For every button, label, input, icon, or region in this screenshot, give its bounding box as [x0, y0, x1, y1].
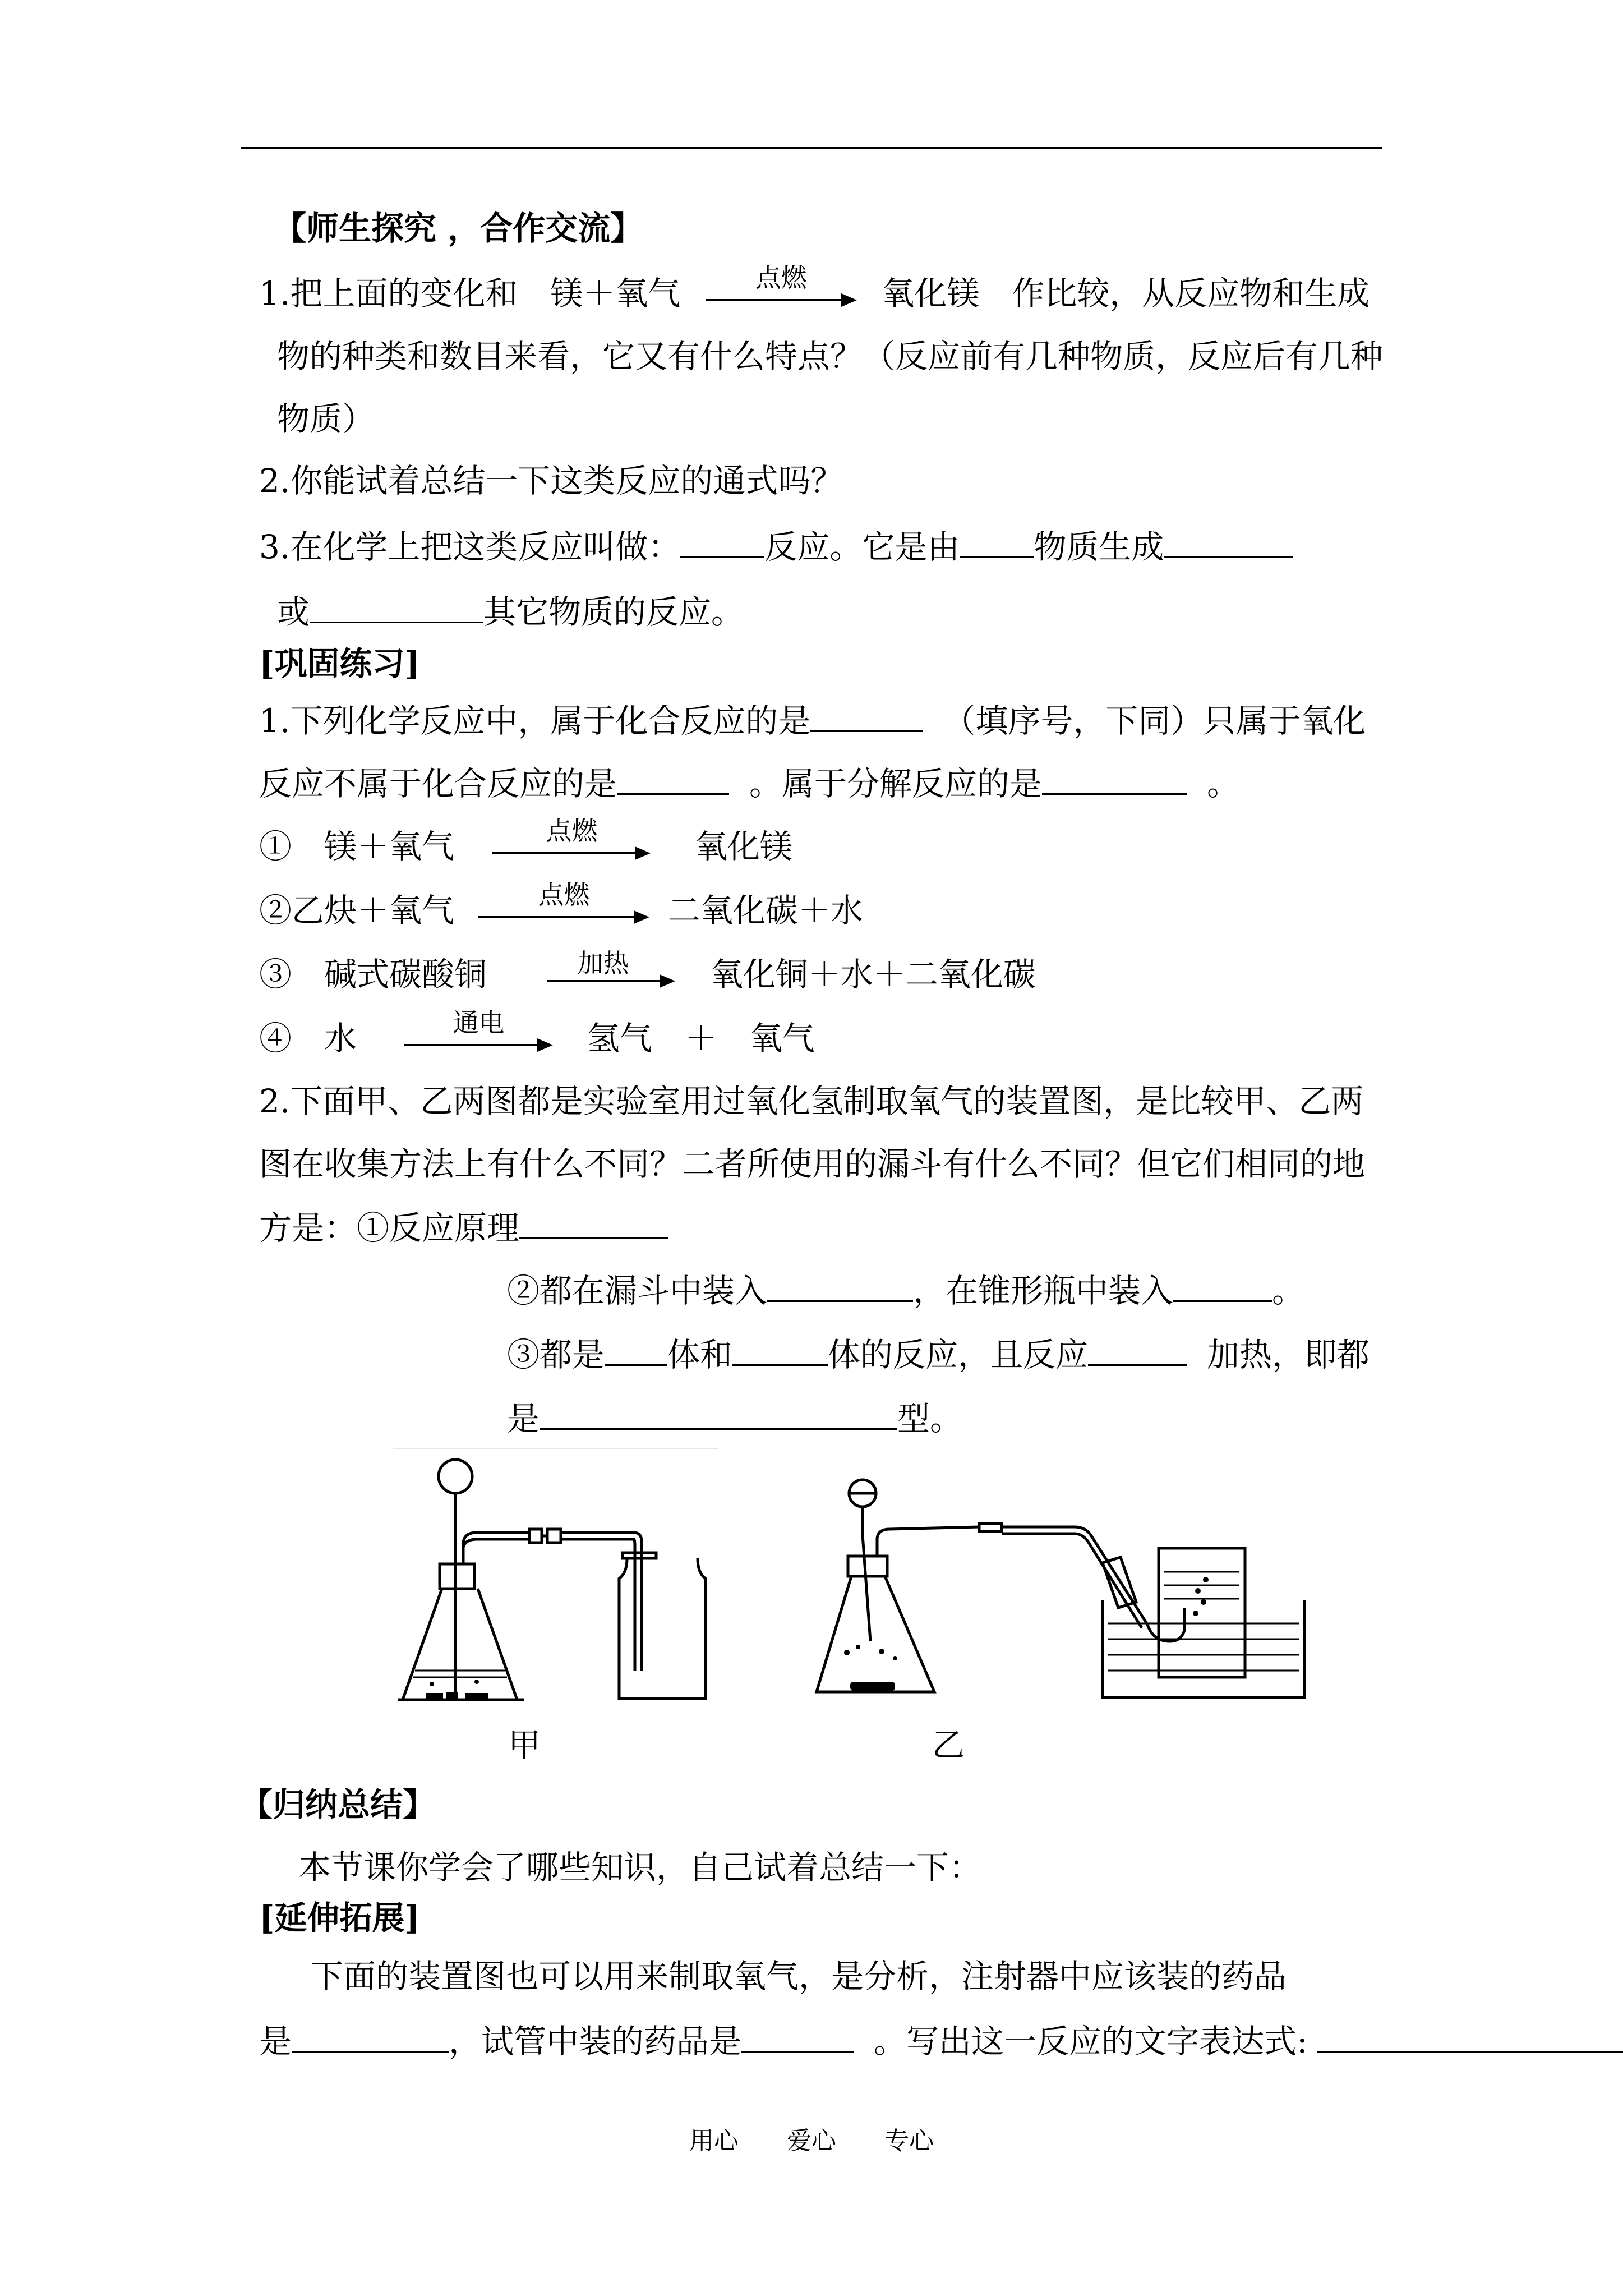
reaction-arrow	[478, 879, 649, 933]
p2-s4-text-b: 型。	[897, 1400, 963, 1438]
footer-item: 专心	[884, 2127, 934, 2155]
footer-item: 爱心	[787, 2127, 836, 2155]
heading-part-a: 【师生探究 ，	[274, 209, 481, 247]
practice-1-line-1	[259, 701, 1366, 740]
reaction-products: 氢气 ＋ 氧气	[587, 1019, 815, 1057]
practice-2-line-1: 2.下面甲、乙两图都是实验室用过氧化氢制取氧气的装置图，是比较甲、乙两	[259, 1082, 1364, 1120]
reaction-condition: 点燃	[538, 879, 590, 910]
ext-text-a: 是	[259, 2022, 292, 2060]
question-2: 2.你能试着总结一下这类反应的通式吗？	[259, 462, 843, 500]
p1-text-d: 。属于分解反应的是	[749, 765, 1043, 803]
reaction-condition: 点燃	[755, 262, 807, 293]
q3-text-a: 3.在化学上把这类反应叫做：	[259, 528, 681, 566]
p2-s3-text-d: 加热，即都	[1207, 1336, 1370, 1374]
arrow-head-icon	[635, 846, 651, 860]
practice-2-item-4	[507, 1399, 962, 1438]
reaction-3	[259, 947, 1036, 997]
p2-s3-text-c: 体的反应，且反应	[828, 1336, 1089, 1374]
ext-text-c: 。写出这一反应的文字表达式:	[874, 2022, 1308, 2060]
reaction-reactants: ④ 水	[259, 1019, 357, 1057]
summary-text: 本节课你学会了哪些知识，自己试着总结一下：	[298, 1848, 982, 1887]
p2-s3-text-a: ③都是	[507, 1336, 605, 1374]
question-1-line-3: 物质）	[277, 400, 375, 438]
section-heading-practice: [巩固练习]	[259, 645, 420, 683]
reaction-reactants: ① 镁＋氧气	[259, 827, 455, 866]
section-heading-extension: [延伸拓展]	[259, 1899, 420, 1937]
p2-s2-text-a: ②都在漏斗中装入	[507, 1272, 768, 1310]
section-heading-inquiry	[274, 209, 643, 248]
ext-text-b: ，试管中装的药品是	[449, 2022, 742, 2060]
extension-line-2	[259, 2022, 1623, 2061]
practice-2-item-3	[507, 1335, 1370, 1374]
answer-blank[interactable]	[810, 701, 923, 732]
heading-part-b: 合作交流】	[480, 209, 643, 247]
answer-blank[interactable]	[292, 2022, 449, 2053]
apparatus-figure-yi	[811, 1473, 1417, 1709]
section-heading-summary: 【归纳总结】	[240, 1786, 436, 1824]
answer-blank[interactable]	[767, 1271, 913, 1302]
p2-s4-text-a: 是	[507, 1400, 540, 1438]
reaction-4	[259, 1007, 815, 1061]
q3-text-d: 或	[277, 593, 310, 631]
answer-blank[interactable]	[732, 1335, 828, 1366]
reaction-products: 二氧化碳＋水	[667, 891, 863, 930]
question-3-line-1	[259, 527, 1293, 567]
practice-2-line-3	[259, 1208, 668, 1248]
reaction-products: 氧化铜＋水＋二氧化碳	[710, 955, 1036, 993]
practice-2-item-2	[507, 1271, 1304, 1310]
reaction-condition: 加热	[577, 947, 629, 978]
p2-s2-text-c: 。	[1272, 1272, 1305, 1310]
arrow-head-icon	[537, 1038, 553, 1052]
extension-line-1: 下面的装置图也可以用来制取氧气，是分析，注射器中应该装的药品	[311, 1957, 1287, 1995]
p1-text-a: 1.下列化学反应中，属于化合反应的是	[259, 702, 811, 740]
p2-text: 方是：①反应原理	[259, 1209, 520, 1247]
figure-caption-jia: 甲	[508, 1726, 541, 1764]
question-3-line-2	[277, 592, 744, 632]
answer-blank[interactable]	[680, 527, 764, 558]
answer-blank[interactable]	[741, 2022, 854, 2053]
p2-s3-text-b: 体和	[667, 1336, 733, 1374]
footer-item: 用心	[689, 2127, 739, 2155]
answer-blank[interactable]	[1317, 2022, 1623, 2053]
reaction-arrow	[404, 1007, 553, 1061]
reaction-condition: 通电	[453, 1007, 505, 1038]
practice-2-line-2: 图在收集方法上有什么不同？二者所使用的漏斗有什么不同？但它们相同的地	[259, 1145, 1366, 1183]
arrow-head-icon	[660, 974, 675, 988]
q3-text-c: 物质生成	[1034, 528, 1164, 566]
answer-blank[interactable]	[519, 1208, 668, 1239]
answer-blank[interactable]	[1173, 1271, 1272, 1302]
q1-text-post: 氧化镁 作比较，从反应物和生成	[882, 274, 1370, 312]
answer-blank[interactable]	[617, 764, 729, 795]
reaction-1	[259, 815, 792, 869]
reaction-condition: 点燃	[546, 815, 598, 846]
apparatus-figure-jia	[393, 1446, 718, 1715]
answer-blank[interactable]	[960, 527, 1034, 558]
answer-blank[interactable]	[310, 592, 483, 623]
q3-text-b: 反应。它是由	[764, 528, 960, 566]
reaction-arrow	[531, 947, 675, 997]
reaction-reactants: ②乙炔＋氧气	[259, 891, 455, 930]
p1-text-e: 。	[1207, 765, 1240, 803]
answer-blank[interactable]	[540, 1399, 897, 1430]
q1-text-pre: 1.把上面的变化和 镁＋氧气	[259, 274, 681, 312]
arrow-head-icon	[841, 293, 857, 307]
reaction-arrow	[706, 262, 857, 316]
question-1-line-2: 物的种类和数目来看，它又有什么特点？（反应前有几种物质，反应后有几种	[277, 337, 1384, 375]
p2-s2-text-b: ，在锥形瓶中装入	[913, 1272, 1174, 1310]
answer-blank[interactable]	[1088, 1335, 1187, 1366]
answer-blank[interactable]	[1042, 764, 1187, 795]
p1-text-c: 反应不属于化合反应的是	[259, 765, 617, 803]
header-rule	[241, 147, 1382, 149]
p1-text-b: （填序号，下同）只属于氧化	[943, 702, 1366, 740]
reaction-products: 氧化镁	[694, 827, 792, 866]
reaction-2	[259, 879, 863, 933]
arrow-head-icon	[634, 910, 649, 924]
practice-1-line-2	[259, 764, 1239, 803]
reaction-arrow	[492, 815, 651, 869]
page-footer	[0, 2120, 1623, 2156]
figure-caption-yi: 乙	[932, 1726, 965, 1764]
answer-blank[interactable]	[605, 1335, 667, 1366]
answer-blank[interactable]	[1164, 527, 1293, 558]
q3-text-e: 其它物质的反应。	[483, 593, 744, 631]
reaction-reactants: ③ 碱式碳酸铜	[259, 955, 487, 993]
question-1-line-1	[259, 262, 1370, 316]
